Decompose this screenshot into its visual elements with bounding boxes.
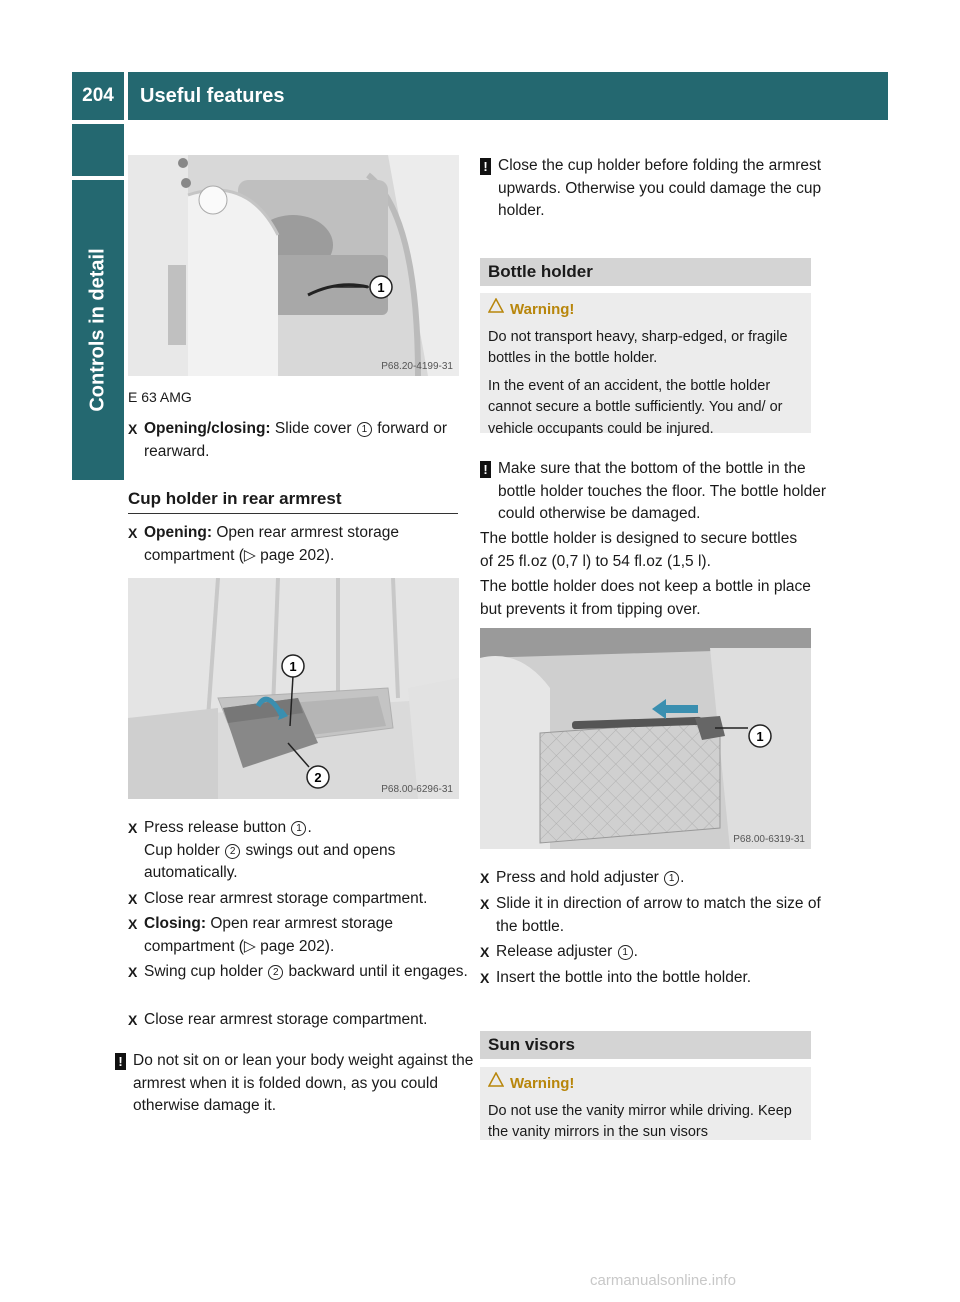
callout-1: 1: [756, 729, 764, 744]
callout-1: 1: [377, 280, 385, 295]
armrest-illustration: [128, 578, 459, 799]
side-tab-label: Controls in detail: [86, 248, 109, 412]
step-press-release: X Press release button 1 . Cup holder 2 swings out and opens automatically.: [128, 819, 396, 881]
step-close-compartment: X Close rear armrest storage compartment.: [128, 888, 476, 911]
callout-2: 2: [314, 770, 322, 785]
watermark: carmanualsonline.info: [590, 1272, 736, 1289]
warning-icon: [488, 1072, 504, 1088]
step-press-adjuster: X Press and hold adjuster 1 .: [480, 867, 828, 890]
note-bottle-floor: ! Make sure that the bottom of the bottle in the bottle holder touches the floor. The bottle holder could otherwise be damaged.: [480, 458, 830, 526]
step-text: Open rear armrest storage compartment (▷ page 202).: [144, 524, 399, 564]
step-label: Closing:: [144, 915, 206, 932]
step-text: forward or rearward.: [144, 420, 447, 460]
warning-text: Do not transport heavy, sharp-edged, or fragile bottles in the bottle holder.: [488, 328, 788, 366]
figure-bottle-holder: [480, 628, 811, 849]
side-tab: [72, 180, 124, 480]
caution-icon: !: [480, 461, 491, 478]
section-heading: Cup holder in rear armrest: [128, 489, 342, 508]
step-marker-icon: X: [128, 1012, 138, 1028]
note-armrest: ! Do not sit on or lean your body weight against the armrest when it is folded down, as you could otherwise damage it.: [115, 1050, 478, 1118]
warning-icon: [488, 298, 504, 314]
figure-rear-armrest: [128, 578, 459, 799]
step-marker-icon: X: [128, 891, 138, 907]
step-opening: [128, 522, 476, 567]
callout-1: 1: [289, 659, 297, 674]
step-closing: X Closing: Open rear armrest storage compartment (▷ page 202).: [128, 915, 393, 955]
step-marker-icon: X: [480, 896, 490, 912]
paragraph-capacity: The bottle holder is designed to secure bottles of 25 fl.oz (0,7 l) to 54 fl.oz (1,5 l).: [480, 530, 798, 570]
step-text: Slide cover: [274, 420, 352, 437]
figure-id: P68.20-4199-31: [381, 361, 453, 372]
callout-ref: 1: [357, 422, 372, 437]
warning-title: Warning!: [510, 299, 803, 321]
page-title: Useful features: [128, 72, 888, 120]
figure-console-cover: [128, 155, 459, 376]
step-marker-icon: X: [128, 964, 138, 980]
note-cup-holder: ! Close the cup holder before folding the armrest upwards. Otherwise you could damage the cup holder.: [480, 155, 830, 223]
step-marker-icon: X: [480, 970, 490, 986]
callout-ref: 1: [664, 871, 679, 886]
step-marker-icon: X: [128, 421, 138, 437]
step-marker-icon: X: [480, 944, 490, 960]
warning-box-visors: [480, 1067, 811, 1140]
caution-icon: !: [480, 158, 491, 175]
callout-ref: 2: [225, 844, 240, 859]
step-close-compartment-2: X Close rear armrest storage compartment.: [128, 1009, 476, 1032]
step-marker-icon: X: [128, 916, 138, 932]
callout-ref: 2: [268, 965, 283, 980]
step-marker-icon: X: [128, 820, 138, 836]
page-number: 204: [72, 72, 124, 120]
figure-caption: E 63 AMG: [128, 389, 192, 405]
step-label: Opening:: [144, 524, 213, 541]
callout-ref: 1: [291, 821, 306, 836]
side-marker: [72, 124, 124, 176]
figure-id: P68.00-6296-31: [381, 784, 453, 795]
step-marker-icon: X: [480, 870, 490, 886]
warning-text: In the event of an accident, the bottle holder cannot secure a bottle sufficiently. You and/ or vehicle occupants could be injured.: [488, 377, 783, 437]
warning-title: Warning!: [510, 1073, 803, 1095]
warning-text: Do not use the vanity mirror while driving. Keep the vanity mirrors in the sun visors: [488, 1102, 792, 1140]
console-illustration: [128, 155, 459, 376]
callout-ref: 1: [618, 945, 633, 960]
warning-box: [480, 293, 811, 437]
step-opening-closing: [128, 418, 476, 463]
caution-icon: !: [115, 1053, 126, 1070]
step-marker-icon: X: [128, 525, 138, 541]
section-sun-visors: Sun visors: [480, 1031, 811, 1059]
step-swing-back: X Swing cup holder 2 backward until it engages.: [128, 961, 476, 984]
step-insert-bottle: X Insert the bottle into the bottle holder.: [480, 967, 828, 990]
paragraph-tipping: The bottle holder does not keep a bottle in place but prevents it from tipping over.: [480, 578, 811, 618]
heading-rule: [128, 513, 458, 514]
step-release-adjuster: X Release adjuster 1 .: [480, 941, 828, 964]
section-bottle-holder: Bottle holder: [480, 258, 811, 286]
figure-id: P68.00-6319-31: [733, 834, 805, 845]
bottle-holder-illustration: [480, 628, 811, 849]
step-label: Opening/closing:: [144, 420, 271, 437]
step-slide: X Slide it in direction of arrow to match the size of the bottle.: [480, 895, 821, 935]
